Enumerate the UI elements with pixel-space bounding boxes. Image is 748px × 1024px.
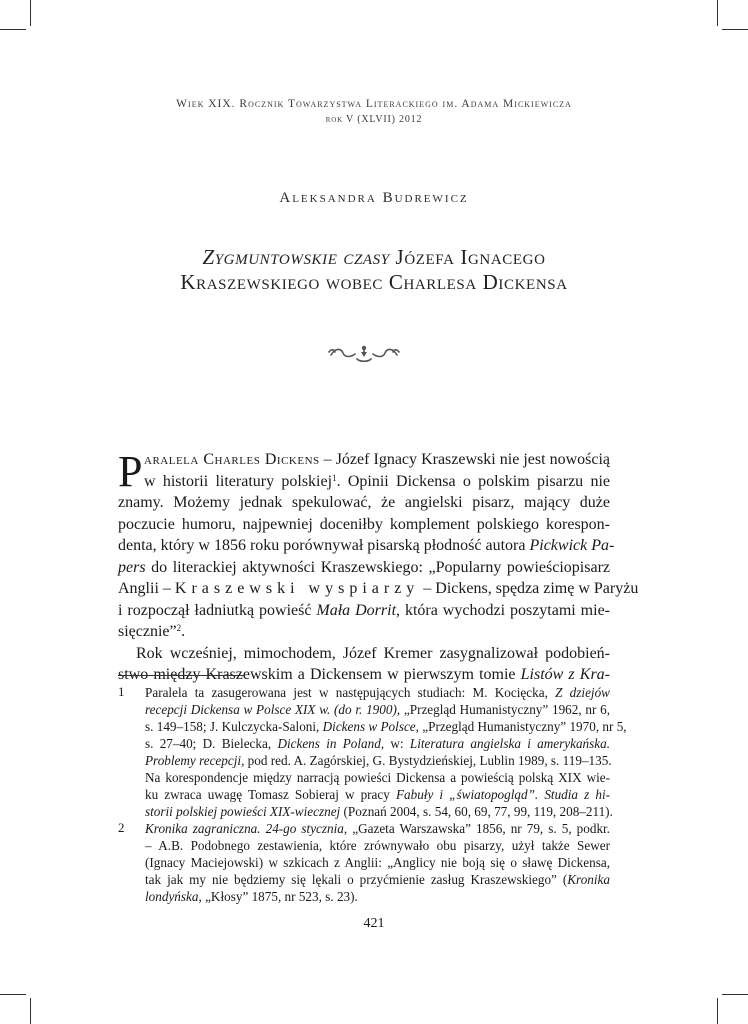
footnote-line: Paralela ta zasugerowana jest w następujących studiach: M. Kocięcka, Z dziejów [145, 685, 610, 700]
footnote-number: 1 [118, 684, 125, 699]
crop-mark-bottom-right [717, 998, 718, 1024]
footnote-line: s. 149–158; J. Kulczycka-Saloni, Dickens w Polsce, „Przegląd Humanistyczny” 1970, nr 5, [145, 719, 627, 734]
title-italic: Zygmuntowskie czasy [202, 245, 390, 269]
body-line: w historii literatury polskiej$^1$. Opinii Dickensa o polskim pisarzu nie [144, 472, 611, 490]
footnote-2 [118, 820, 610, 905]
footnote-line: Problemy recepcji, pod red. A. Zagórskiej, G. Bystydzieńskiej, Lublin 1989, s. 119–135. [145, 753, 612, 768]
footnote-1 [118, 684, 627, 820]
footnote-line: Kronika zagraniczna. 24-go stycznia, „Gazeta Warszawska” 1856, nr 79, s. 5, podkr. [145, 821, 610, 836]
body-line: Anglii – Kraszewski wyspiarzy – Dickens, spędza zimę w Paryżu [118, 580, 639, 597]
body-line: i rozpoczął ładniutką powieść Mała Dorrit, która wychodzi poszytami mie- [118, 601, 611, 619]
title-line-2: Kraszewskiego wobec Charlesa Dickensa [180, 270, 568, 294]
title-line-1 [60, 245, 688, 270]
body-line: sięcznie”$^2$. [118, 623, 186, 640]
journal-header: Wiek XIX. Rocznik Towarzystwa Literackiego im. Adama Mickiewicza [176, 98, 572, 110]
footnote-line: londyńska, „Kłosy” 1875, nr 523, s. 23). [145, 889, 358, 904]
crop-mark-bottom-left [30, 998, 31, 1024]
footnote-separator [118, 675, 244, 676]
issue-header: rok V (XLVII) 2012 [325, 114, 423, 125]
crop-mark-top-right-h [722, 29, 748, 30]
body-line: stwo między Kraszewskim a Dickensem w pierwszym tomie Listów z Kra- [118, 666, 610, 683]
title-rest: Józefa Ignacego [389, 245, 546, 269]
body-line: poczucie humoru, najpewniej doceniłby komplement polskiego korespon- [118, 515, 610, 533]
footnote-line: storii polskiej powieści XIX-wiecznej (Poznań 2004, s. 54, 60, 69, 77, 99, 119, 208–211). [145, 804, 613, 819]
crop-mark-bottom-right-h [722, 994, 748, 995]
crop-mark-top-left [30, 0, 31, 26]
body-line: denta, który w 1856 roku porównywał pisarską płodność autora Pickwick Pa- [118, 537, 615, 554]
footnote-ref-1[interactable]: 1 [332, 472, 337, 483]
body-line: aralela Charles Dickens – Józef Ignacy Kraszewski nie jest nowością [144, 451, 611, 468]
footnote-number: 2 [118, 820, 125, 835]
footnote-line: ku zwraca uwagę Tomasz Sobieraj w pracy Fabuły i „światopogląd”. Studia z hi- [145, 787, 611, 802]
footnote-line: – A.B. Podobnego zestawienia, które zrównywało obu pisarzy, użył także Sewer [145, 838, 610, 853]
footnote-line: tak jak my nie będziemy się lękali o przyćmienie zasług Kraszewskiego” (Kronika [145, 872, 610, 887]
body-line: znamy. Możemy jednak spekulować, że angielski pisarz, mający duże [118, 494, 610, 511]
body-line: pers do literackiej aktywności Kraszewskiego: „Popularny powieściopisarz [118, 558, 610, 576]
footnote-line: Na korespondencje między narracją powieści Dickensa a powieścią polską XIX wie- [145, 770, 610, 785]
page-number: 421 [363, 916, 385, 931]
fleuron-ornament [327, 343, 401, 365]
crop-mark-top-right [717, 0, 718, 26]
body-paragraph-1 [118, 447, 639, 686]
footnote-ref-2[interactable]: 2 [176, 623, 182, 633]
footnote-line: recepcji Dickensa w Polsce XIX w. (do r. 1900), „Przegląd Humanistyczny” 1962, nr 6, [145, 702, 610, 717]
author-name: Aleksandra Budrewicz [279, 190, 469, 206]
drop-cap: P [118, 447, 143, 496]
crop-mark-bottom-left-h [0, 994, 26, 995]
crop-mark-top-left-h [0, 29, 26, 30]
footnote-line: (Ignacy Maciejowski) w szkicach z Anglii: „Anglicy nie boją się o sławę Dickensa, [145, 855, 610, 870]
article-title [60, 245, 688, 295]
body-line: Rok wcześniej, mimochodem, Józef Kremer zasygnalizował podobień- [136, 644, 610, 662]
footnote-line: s. 27–40; D. Bielecka, Dickens in Poland, w: Literatura angielska i amerykańska. [145, 736, 611, 751]
